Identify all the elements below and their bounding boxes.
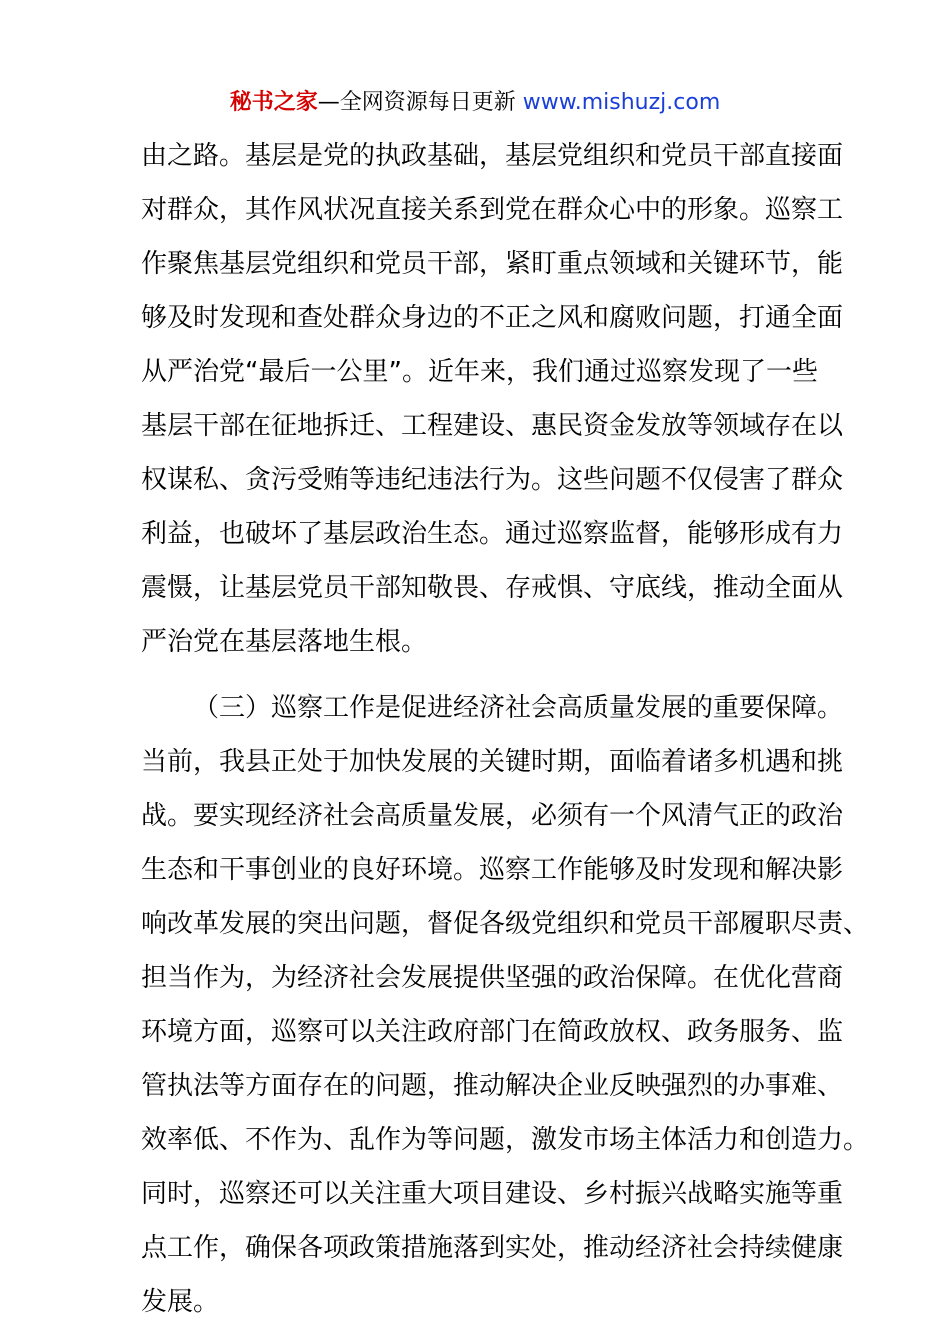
text-line: 够及时发现和查处群众身边的不正之风和腐败问题，打通全面 [141,303,844,333]
text-line: 点工作，确保各项政策措施落到实处，推动经济社会持续健康 [141,1233,844,1263]
text-line: 当前，我县正处于加快发展的关键时期，面临着诸多机遇和挑 [141,747,844,777]
site-url[interactable]: www.mishuzj.com [522,90,721,115]
text-line: 生态和干事创业的良好环境。巡察工作能够及时发现和解决影 [141,855,844,885]
text-line: 权谋私、贪污受贿等违纪违法行为。这些问题不仅侵害了群众 [141,465,844,495]
text-line: 作聚焦基层党组织和党员干部，紧盯重点领域和关键环节，能 [141,249,844,279]
paragraph-2 [141,681,870,1329]
text-line: 同时，巡察还可以关注重大项目建设、乡村振兴战略实施等重 [141,1179,844,1209]
document-body [141,129,870,1329]
site-tagline: —全网资源每日更新 [317,90,523,115]
text-line: 担当作为，为经济社会发展提供坚强的政治保障。在优化营商 [141,963,844,993]
section-heading-line: （三）巡察工作是促进经济社会高质量发展的重要保障。 [193,693,844,723]
text-line: 震慑，让基层党员干部知敬畏、存戒惧、守底线，推动全面从 [141,573,844,603]
text-line: 战。要实现经济社会高质量发展，必须有一个风清气正的政治 [141,801,844,831]
text-line: 利益，也破坏了基层政治生态。通过巡察监督，能够形成有力 [141,519,844,549]
page-header [0,86,950,120]
text-line: 响改革发展的突出问题，督促各级党组织和党员干部履职尽责、 [141,909,870,939]
text-line: 发展。 [141,1287,220,1317]
text-line: 基层干部在征地拆迁、工程建设、惠民资金发放等领域存在以 [141,411,844,441]
text-line: 对群众，其作风状况直接关系到党在群众心中的形象。巡察工 [141,195,844,225]
text-line: 从严治党“最后一公里”。近年来，我们通过巡察发现了一些 [141,357,818,387]
text-line: 严治党在基层落地生根。 [141,627,428,657]
text-line: 效率低、不作为、乱作为等问题，激发市场主体活力和创造力。 [141,1125,870,1155]
paragraph-1 [141,129,844,669]
text-line: 管执法等方面存在的问题，推动解决企业反映强烈的办事难、 [141,1071,844,1101]
site-brand: 秘书之家 [229,90,318,115]
text-line: 由之路。基层是党的执政基础，基层党组织和党员干部直接面 [141,141,844,171]
text-line: 环境方面，巡察可以关注政府部门在简政放权、政务服务、监 [141,1017,844,1047]
